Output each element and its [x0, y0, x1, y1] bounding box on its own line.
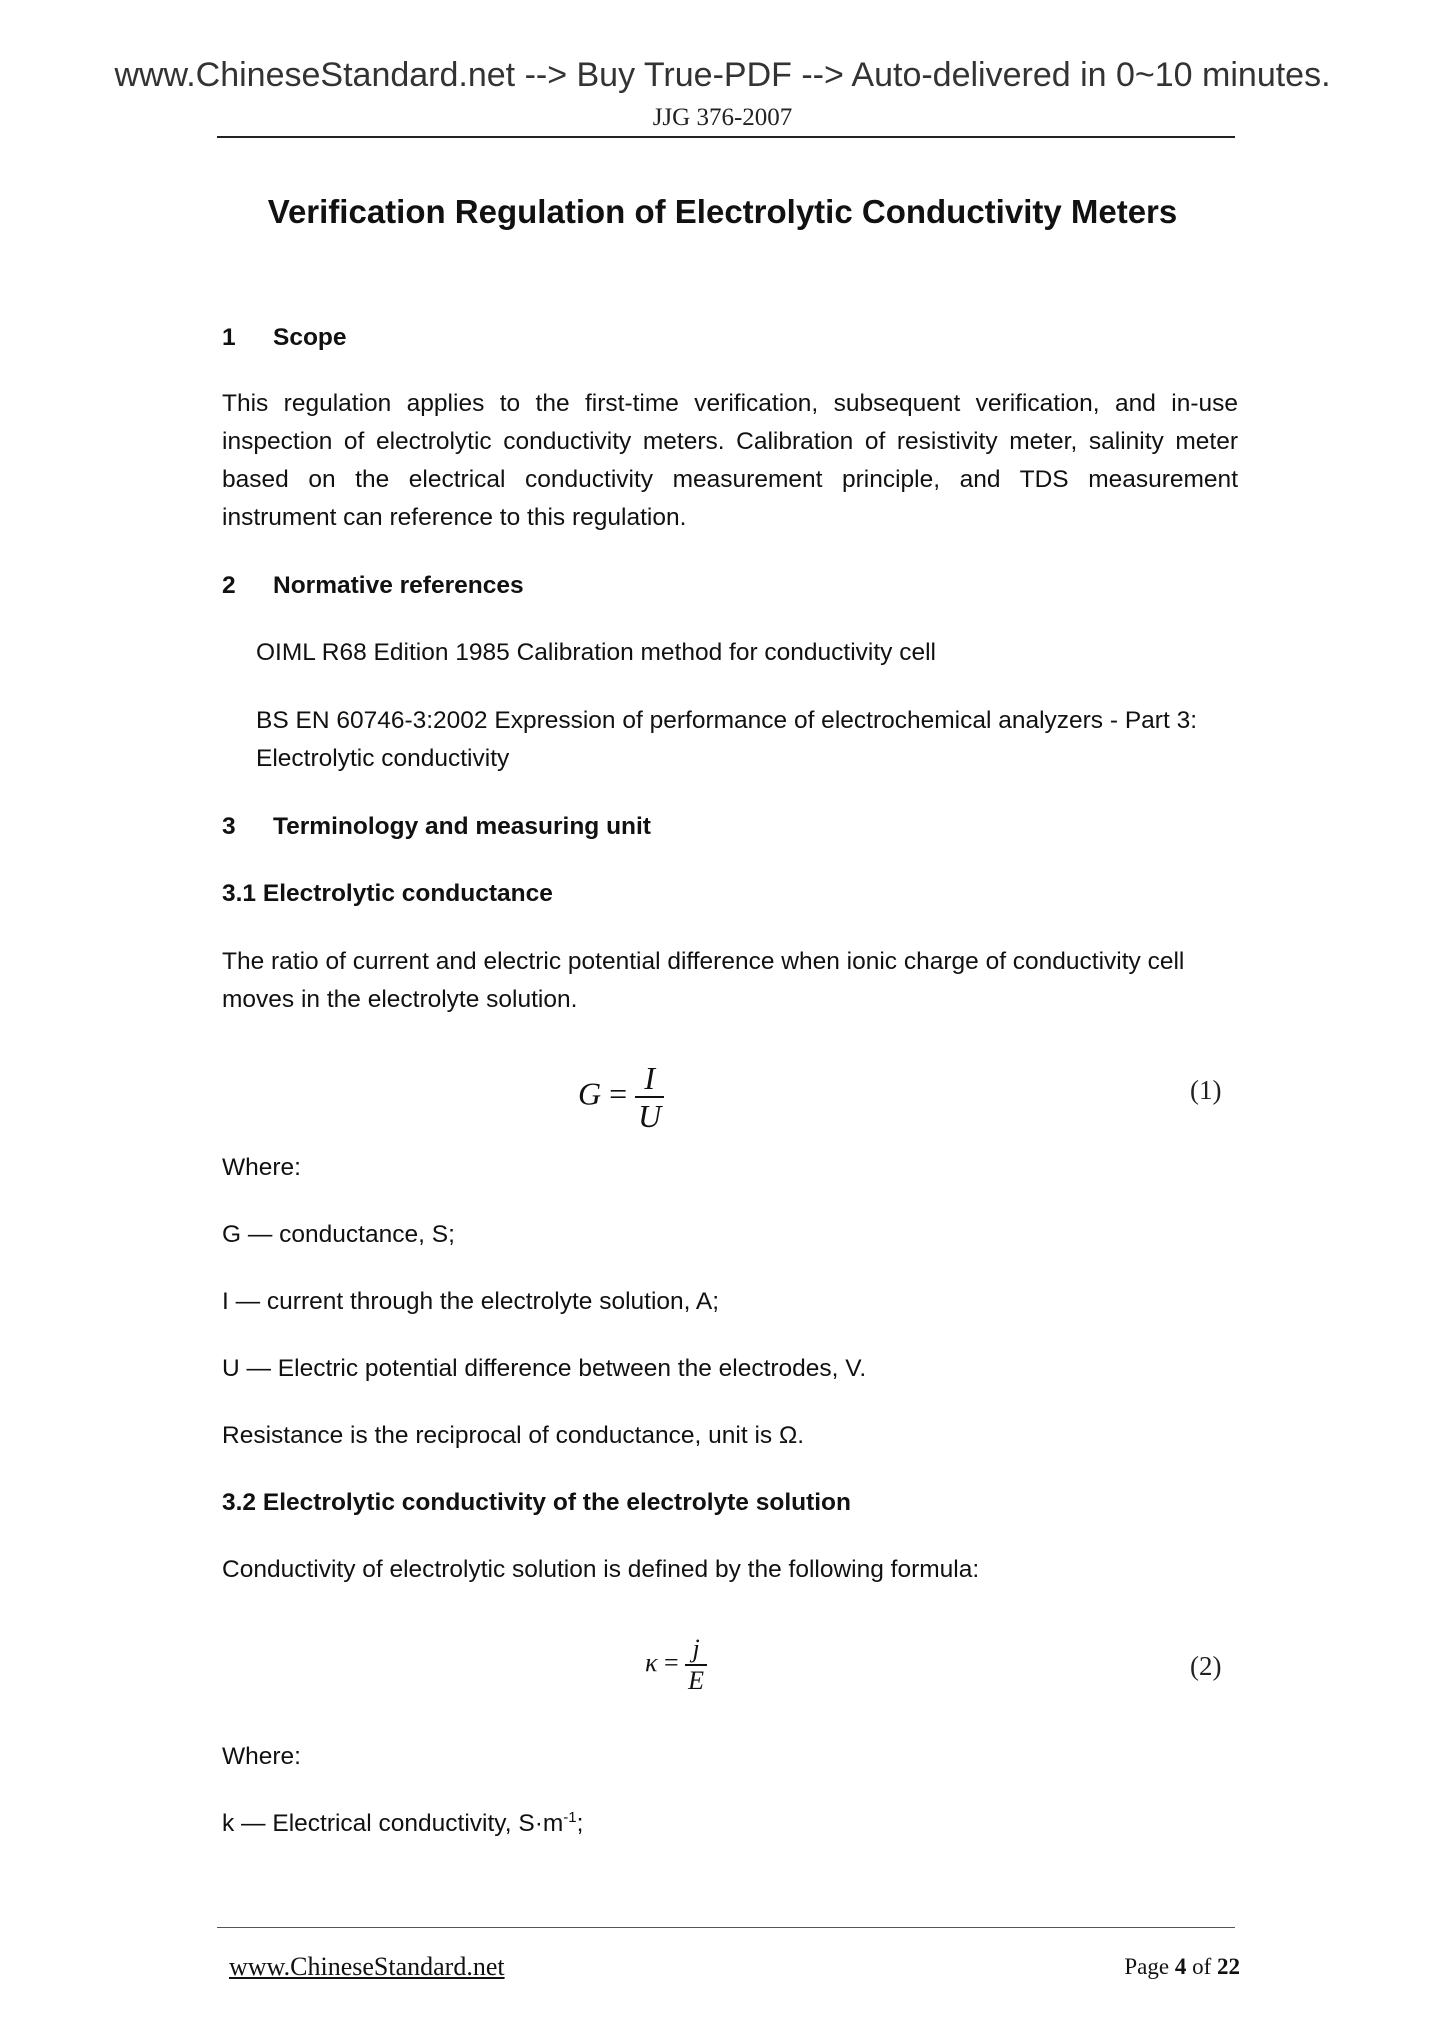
- footer-website-link[interactable]: www.ChineseStandard.net: [229, 1952, 505, 1981]
- equation-number: (1): [1190, 1075, 1222, 1105]
- section-scope-heading: [222, 319, 1238, 357]
- header-divider: [217, 136, 1235, 138]
- formula-denominator: E: [688, 1666, 705, 1695]
- subsection-title: Electrolytic conductivity of the electrolyte solution: [262, 1489, 851, 1516]
- formula-fraction: [635, 1062, 664, 1132]
- formula-numerator: I: [644, 1060, 656, 1096]
- definition-item: [222, 1805, 1238, 1843]
- subsection-conductance-heading: 3.1 Electrolytic conductance: [222, 880, 553, 907]
- document-title: Verification Regulation of Electrolytic Conductivity Meters: [267, 193, 1178, 230]
- section-number: 1: [222, 324, 236, 351]
- subsection-conductivity-heading: [222, 1484, 1238, 1522]
- section-title: Scope: [273, 324, 347, 351]
- formula-conductance: [578, 1062, 664, 1132]
- page-current: 4: [1174, 1954, 1187, 1979]
- subsection-number: 3.2: [222, 1489, 257, 1516]
- formula-fraction: [685, 1636, 707, 1694]
- formula-denominator: U: [638, 1098, 662, 1134]
- conductivity-paragraph: Conductivity of electrolytic solution is defined by the following formula:: [222, 1556, 980, 1583]
- definition-suffix: ;: [576, 1810, 584, 1837]
- formula-lhs: G: [578, 1075, 602, 1112]
- where-label: Where:: [222, 1154, 301, 1181]
- definition-item: G — conductance, S;: [222, 1221, 455, 1248]
- definition-item: U — Electric potential difference between the electrodes, V.: [222, 1355, 867, 1382]
- equation-number: (2): [1190, 1651, 1222, 1681]
- reference-item: BS EN 60746-3:2002 Expression of performance of electrochemical analyzers - Part 3: Electrolytic conductivity: [256, 707, 1198, 772]
- formula-equals: =: [663, 1647, 679, 1677]
- superscript: -1: [563, 1808, 577, 1826]
- section-number: 2: [222, 572, 236, 599]
- header-banner: www.ChineseStandard.net --> Buy True-PDF --> Auto-delivered in 0~10 minutes.: [114, 56, 1331, 94]
- formula-conductivity: [645, 1636, 707, 1694]
- definition-item: I — current through the electrolyte solution, A;: [222, 1288, 720, 1315]
- standard-code: JJG 376-2007: [652, 104, 793, 131]
- section-references-heading: [222, 567, 1238, 605]
- scope-paragraph: This regulation applies to the first-time verification, subsequent verification, and in-use inspection of electrolytic conductivity meters. Calibration of resistivity meter, salinity meter based on the electrical conductivity measurement principle, and TDS measurement instrument can reference to this regulation.: [222, 390, 1238, 531]
- section-title: Terminology and measuring unit: [273, 813, 651, 840]
- section-number: 3: [222, 813, 236, 840]
- formula-equals: =: [609, 1075, 628, 1112]
- footer-divider: [217, 1927, 1235, 1928]
- section-title: Normative references: [273, 572, 524, 599]
- reference-item: OIML R68 Edition 1985 Calibration method for conductivity cell: [256, 639, 936, 666]
- page-indicator: [1020, 1954, 1240, 1980]
- where-label: Where:: [222, 1743, 301, 1770]
- formula-numerator: j: [692, 1634, 700, 1663]
- page-of: of: [1192, 1954, 1212, 1979]
- resistance-note: Resistance is the reciprocal of conductance, unit is Ω.: [222, 1422, 805, 1449]
- formula-lhs: κ: [645, 1647, 658, 1677]
- conductance-paragraph: The ratio of current and electric potential difference when ionic charge of conductivity cell moves in the electrolyte solution.: [222, 948, 1185, 1013]
- definition-text: k — Electrical conductivity, S·m: [222, 1810, 564, 1837]
- section-terminology-heading: [222, 808, 1238, 846]
- page-total: 22: [1217, 1954, 1240, 1979]
- page-label: Page: [1124, 1954, 1170, 1979]
